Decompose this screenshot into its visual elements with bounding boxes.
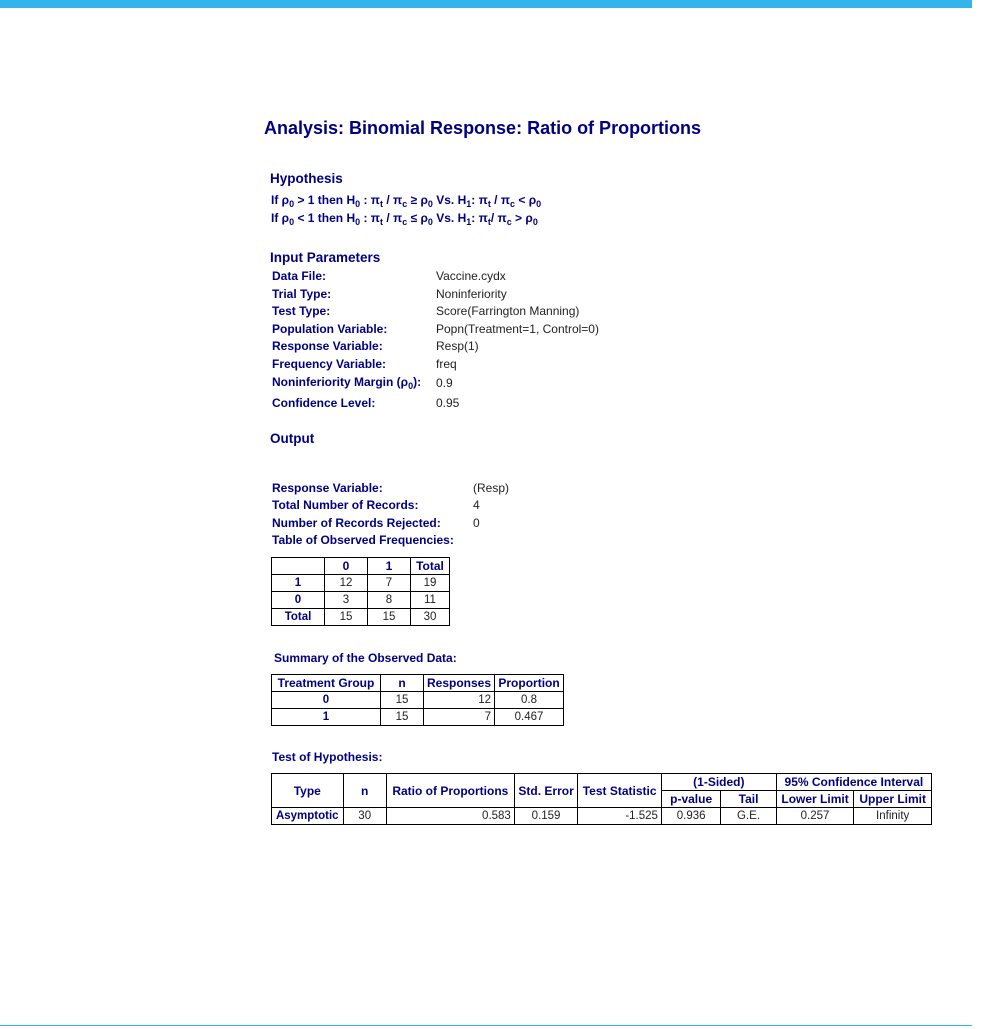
test-of-hypothesis-table <box>271 773 932 825</box>
cell-std-error: 0.159 <box>514 808 577 825</box>
cell-ratio: 0.583 <box>386 808 514 825</box>
hypothesis-line-1: If $\rho_0 > 1$ then $H_0$ : $\pi_t / \pi_c \ge \rho_0$ Vs. $H_1$: $\pi_t / \pi_c < \rho_0$ <box>271 193 542 209</box>
param-key-confidence-level: Confidence Level: <box>272 396 376 410</box>
freq-header-1: 1 <box>368 558 411 575</box>
cell: 11 <box>411 592 450 609</box>
cell: 7 <box>424 709 495 726</box>
freq-header-0: 0 <box>325 558 368 575</box>
cell: 15 <box>381 692 424 709</box>
output-key-records-rejected: Number of Records Rejected: <box>272 516 441 530</box>
param-key-response-variable: Response Variable: <box>272 339 383 353</box>
cell: 0.467 <box>495 709 564 726</box>
cell-tail: G.E. <box>721 808 776 825</box>
param-key-test-type: Test Type: <box>272 304 331 318</box>
param-value-data-file: Vaccine.cydx <box>436 269 506 283</box>
cell: 15 <box>368 609 411 626</box>
freq-header-total: Total <box>411 558 450 575</box>
table-row <box>272 609 450 626</box>
output-value-total-records: 4 <box>473 498 480 512</box>
bottom-accent-line <box>0 1025 972 1026</box>
cell: 0.8 <box>495 692 564 709</box>
cell: 19 <box>411 575 450 592</box>
test-header-std-error: Std. Error <box>514 774 577 808</box>
cell-p-value: 0.936 <box>661 808 720 825</box>
top-accent-bar <box>0 0 972 8</box>
cell-n: 30 <box>343 808 386 825</box>
param-value-population-variable: Popn(Treatment=1, Control=0) <box>436 322 599 336</box>
input-parameters-heading: Input Parameters <box>270 250 381 265</box>
summary-table <box>271 674 564 726</box>
test-header-type: Type <box>272 774 344 808</box>
table-row <box>272 575 450 592</box>
page-title: Analysis: Binomial Response: Ratio of Proportions <box>264 118 702 138</box>
cell-lower-limit: 0.257 <box>776 808 854 825</box>
row-header: 1 <box>272 709 381 726</box>
output-key-response-variable: Response Variable: <box>272 481 383 495</box>
cell: 30 <box>411 609 450 626</box>
param-key-data-file: Data File: <box>272 269 327 283</box>
test-header-ci: 95% Confidence Interval <box>776 774 931 791</box>
table-row <box>272 692 564 709</box>
row-header: 0 <box>272 692 381 709</box>
summary-header-n: n <box>381 675 424 692</box>
output-value-response-variable: (Resp) <box>473 481 510 495</box>
cell: 3 <box>325 592 368 609</box>
table-row <box>272 808 932 825</box>
param-value-frequency-variable: freq <box>436 357 457 371</box>
test-header-test-statistic: Test Statistic <box>578 774 662 808</box>
param-key-population-variable: Population Variable: <box>272 322 388 336</box>
test-header-ratio: Ratio of Proportions <box>386 774 514 808</box>
hypothesis-heading: Hypothesis <box>270 171 343 186</box>
param-value-confidence-level: 0.95 <box>436 396 460 410</box>
hypothesis-line-2: If $\rho_0 < 1$ then $H_0$ : $\pi_t / \pi_c \le \rho_0$ Vs. $H_1$: $\pi_t/$ $\pi_c > \rho_0$ <box>271 211 538 227</box>
table-row <box>272 592 450 609</box>
test-header-tail: Tail <box>721 791 776 808</box>
output-value-records-rejected: 0 <box>473 516 480 530</box>
param-key-frequency-variable: Frequency Variable: <box>272 357 387 371</box>
row-header: Asymptotic <box>272 808 344 825</box>
param-value-noninferiority-margin: 0.9 <box>436 376 453 390</box>
test-header-one-sided: (1-Sided) <box>661 774 776 791</box>
row-header: Total <box>272 609 325 626</box>
param-value-trial-type: Noninferiority <box>436 287 507 301</box>
cell-test-statistic: -1.525 <box>578 808 662 825</box>
cell: 15 <box>381 709 424 726</box>
output-key-total-records: Total Number of Records: <box>272 498 419 512</box>
row-header: 1 <box>272 575 325 592</box>
summary-header-proportion: Proportion <box>495 675 564 692</box>
param-key-trial-type: Trial Type: <box>272 287 332 301</box>
cell: 8 <box>368 592 411 609</box>
cell: 7 <box>368 575 411 592</box>
row-header: 0 <box>272 592 325 609</box>
test-heading: Test of Hypothesis: <box>272 750 383 764</box>
summary-heading: Summary of the Observed Data: <box>274 651 457 665</box>
cell: 12 <box>325 575 368 592</box>
param-key-noninferiority-margin: Noninferiority Margin $(\rho_0)$: <box>272 375 422 391</box>
test-header-n: n <box>343 774 386 808</box>
cell: 12 <box>424 692 495 709</box>
test-header-p-value: p-value <box>661 791 720 808</box>
table-row <box>272 709 564 726</box>
test-header-lower-limit: Lower Limit <box>776 791 854 808</box>
output-key-observed-frequencies: Table of Observed Frequencies: <box>272 533 454 547</box>
cell-upper-limit: Infinity <box>854 808 932 825</box>
summary-header-responses: Responses <box>424 675 495 692</box>
observed-frequencies-table <box>271 557 450 626</box>
summary-header-treatment-group: Treatment Group <box>272 675 381 692</box>
cell: 15 <box>325 609 368 626</box>
freq-header-blank <box>272 558 325 575</box>
param-value-test-type: Score(Farrington Manning) <box>436 304 580 318</box>
test-header-upper-limit: Upper Limit <box>854 791 932 808</box>
param-value-response-variable: Resp(1) <box>436 339 479 353</box>
output-heading: Output <box>270 431 315 446</box>
